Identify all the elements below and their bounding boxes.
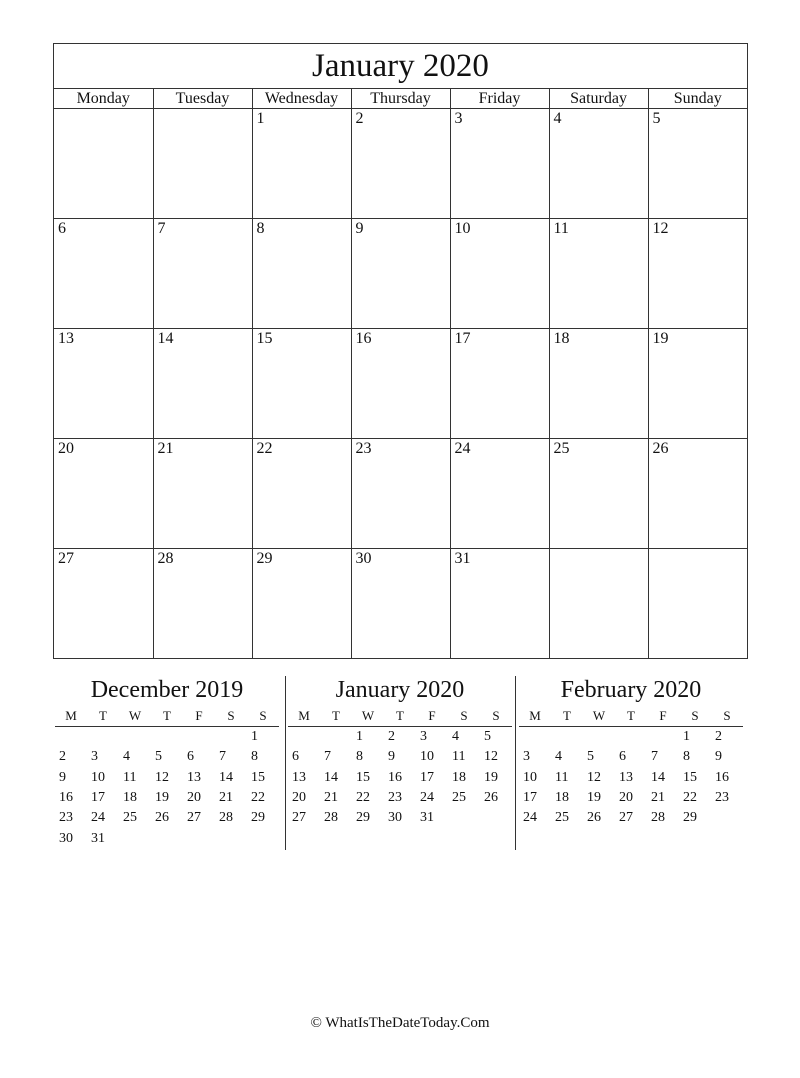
mini-day-number [119, 828, 151, 848]
mini-day-number: 15 [683, 769, 697, 785]
calendar-day-cell [450, 439, 549, 549]
mini-day-number: 27 [187, 810, 201, 826]
mini-day-number [151, 727, 183, 748]
mini-weekday-header: T [551, 706, 583, 727]
mini-weekday-header: M [288, 706, 320, 727]
mini-day-number: 23 [388, 790, 402, 806]
mini-day-number [416, 828, 448, 848]
calendar-day-cell [351, 439, 450, 549]
mini-day-number [615, 727, 647, 748]
mini-day-number: 20 [619, 790, 633, 806]
mini-day-number: 11 [452, 749, 466, 765]
mini-day-number: 30 [59, 830, 73, 846]
mini-day-number: 28 [651, 810, 665, 826]
weekday-header-row [54, 89, 747, 109]
mini-calendar-grid [519, 706, 743, 849]
mini-week-row [288, 788, 512, 808]
mini-weekday-header: F [647, 706, 679, 727]
weekday-header: Friday [450, 89, 549, 109]
mini-day-number: 15 [251, 769, 265, 785]
mini-day-number: 29 [356, 810, 370, 826]
mini-day-number: 13 [292, 769, 306, 785]
calendar-day-cell [648, 439, 747, 549]
day-number [550, 549, 648, 550]
mini-day-number: 5 [484, 729, 491, 745]
calendar-day-cell [549, 219, 648, 329]
mini-day-number: 11 [555, 769, 569, 785]
main-calendar [53, 43, 748, 659]
mini-day-number: 17 [91, 790, 105, 806]
day-number: 29 [256, 550, 273, 567]
mini-weekday-header: W [352, 706, 384, 727]
mini-weekday-header-row [519, 706, 743, 727]
calendar-day-cell [54, 549, 153, 659]
calendar-day-cell [648, 549, 747, 659]
mini-week-row [288, 828, 512, 848]
mini-day-number [519, 828, 551, 848]
mini-calendar-divider [515, 676, 516, 850]
mini-day-number: 22 [683, 790, 697, 806]
mini-week-row [519, 788, 743, 808]
mini-day-number [480, 808, 512, 828]
mini-weekday-header: S [480, 706, 512, 727]
mini-day-number: 31 [420, 810, 434, 826]
mini-day-number [215, 727, 247, 748]
calendar-day-cell [549, 439, 648, 549]
mini-day-number: 18 [123, 790, 137, 806]
mini-weekday-header-row [55, 706, 279, 727]
mini-day-number: 17 [523, 790, 537, 806]
mini-day-number [647, 727, 679, 748]
mini-weekday-header: T [384, 706, 416, 727]
mini-day-number: 10 [523, 769, 537, 785]
mini-day-number: 27 [619, 810, 633, 826]
calendar-day-cell [351, 329, 450, 439]
mini-day-number [711, 808, 743, 828]
calendar-week-row [54, 219, 747, 329]
mini-day-number: 6 [619, 749, 626, 765]
mini-week-row [55, 808, 279, 828]
mini-day-number: 14 [219, 769, 233, 785]
calendar-day-cell [153, 439, 252, 549]
day-number: 1 [256, 110, 265, 127]
main-calendar-grid [54, 89, 747, 658]
mini-day-number: 3 [91, 749, 98, 765]
calendar-day-cell [450, 109, 549, 219]
calendar-day-cell [648, 109, 747, 219]
mini-day-number: 16 [388, 769, 402, 785]
calendar-day-cell [450, 329, 549, 439]
mini-day-number [615, 828, 647, 848]
day-number: 6 [58, 220, 66, 237]
mini-weekday-header: T [615, 706, 647, 727]
mini-day-number [352, 828, 384, 848]
mini-calendar-next-month [519, 674, 743, 849]
mini-day-number: 9 [59, 769, 66, 785]
mini-weekday-header: S [448, 706, 480, 727]
calendar-day-cell [252, 219, 351, 329]
day-number [54, 109, 153, 110]
day-number: 24 [454, 440, 471, 457]
calendar-week-row [54, 109, 747, 219]
mini-day-number [247, 828, 279, 848]
mini-day-number [448, 828, 480, 848]
calendar-day-cell [648, 219, 747, 329]
calendar-day-cell [153, 219, 252, 329]
weekday-header: Saturday [549, 89, 648, 109]
weekday-header: Wednesday [252, 89, 351, 109]
day-number: 9 [355, 220, 364, 237]
mini-day-number: 26 [587, 810, 601, 826]
mini-day-number [551, 828, 583, 848]
day-number: 28 [157, 550, 174, 567]
mini-day-number [679, 828, 711, 848]
mini-day-number: 19 [155, 790, 169, 806]
mini-weekday-header: M [55, 706, 87, 727]
calendar-day-cell [54, 109, 153, 219]
mini-day-number [320, 727, 352, 748]
mini-day-number: 6 [292, 749, 299, 765]
mini-day-number: 7 [219, 749, 226, 765]
mini-day-number [288, 727, 320, 748]
mini-day-number: 25 [452, 790, 466, 806]
mini-week-row [519, 747, 743, 767]
mini-week-row [288, 808, 512, 828]
calendar-day-cell [351, 109, 450, 219]
calendar-day-cell [648, 329, 747, 439]
calendar-day-cell [351, 549, 450, 659]
mini-day-number: 10 [420, 749, 434, 765]
mini-week-row [519, 828, 743, 848]
calendar-day-cell [54, 439, 153, 549]
mini-day-number: 19 [587, 790, 601, 806]
calendar-day-cell [549, 109, 648, 219]
mini-day-number: 16 [715, 769, 729, 785]
mini-day-number: 12 [484, 749, 498, 765]
mini-day-number: 19 [484, 769, 498, 785]
calendar-day-cell [153, 329, 252, 439]
mini-day-number: 23 [715, 790, 729, 806]
day-number: 2 [355, 110, 364, 127]
calendar-day-cell [153, 109, 252, 219]
mini-day-number: 12 [587, 769, 601, 785]
day-number: 30 [355, 550, 372, 567]
mini-calendar-current-month [288, 674, 512, 849]
mini-day-number [55, 727, 87, 748]
calendar-week-row [54, 439, 747, 549]
day-number: 23 [355, 440, 372, 457]
mini-day-number: 7 [651, 749, 658, 765]
mini-weekday-header: S [679, 706, 711, 727]
mini-day-number [183, 828, 215, 848]
calendar-day-cell [54, 219, 153, 329]
mini-weekday-header-row [288, 706, 512, 727]
mini-day-number [320, 828, 352, 848]
day-number: 22 [256, 440, 273, 457]
calendar-day-cell [450, 549, 549, 659]
mini-day-number: 14 [651, 769, 665, 785]
calendar-day-cell [252, 109, 351, 219]
mini-day-number: 26 [484, 790, 498, 806]
mini-day-number: 21 [324, 790, 338, 806]
mini-calendar-title: February 2020 [560, 677, 702, 703]
mini-day-number [583, 828, 615, 848]
mini-week-row [55, 768, 279, 788]
mini-day-number: 6 [187, 749, 194, 765]
day-number: 15 [256, 330, 273, 347]
mini-weekday-header: T [87, 706, 119, 727]
mini-day-number: 25 [123, 810, 137, 826]
mini-day-number [151, 828, 183, 848]
mini-day-number [215, 828, 247, 848]
calendar-day-cell [351, 219, 450, 329]
day-number: 20 [58, 440, 74, 457]
day-number: 19 [652, 330, 669, 347]
calendar-week-row [54, 329, 747, 439]
mini-day-number [711, 828, 743, 848]
day-number [649, 549, 748, 550]
day-number: 10 [454, 220, 471, 237]
calendar-day-cell [450, 219, 549, 329]
copyright-footer: © WhatIsTheDateToday.Com [310, 1015, 490, 1031]
mini-day-number: 3 [523, 749, 530, 765]
calendar-day-cell [252, 329, 351, 439]
mini-day-number: 28 [324, 810, 338, 826]
mini-day-number [519, 727, 551, 748]
mini-weekday-header: W [583, 706, 615, 727]
calendar-day-cell [252, 549, 351, 659]
day-number: 8 [256, 220, 265, 237]
weekday-header: Monday [54, 89, 153, 109]
mini-day-number: 13 [187, 769, 201, 785]
day-number: 11 [553, 220, 569, 237]
mini-day-number: 5 [587, 749, 594, 765]
day-number: 27 [58, 550, 74, 567]
day-number: 17 [454, 330, 471, 347]
day-number: 21 [157, 440, 174, 457]
mini-day-number [480, 828, 512, 848]
mini-day-number: 10 [91, 769, 105, 785]
mini-day-number: 14 [324, 769, 338, 785]
weekday-header: Tuesday [153, 89, 252, 109]
mini-day-number: 5 [155, 749, 162, 765]
mini-day-number: 11 [123, 769, 137, 785]
mini-weekday-header: S [711, 706, 743, 727]
mini-week-row [519, 768, 743, 788]
mini-day-number [583, 727, 615, 748]
mini-weekday-header: S [215, 706, 247, 727]
mini-day-number: 9 [388, 749, 395, 765]
mini-day-number [288, 828, 320, 848]
mini-week-row [519, 808, 743, 828]
calendar-week-row [54, 549, 747, 659]
mini-day-number: 18 [452, 769, 466, 785]
mini-day-number: 23 [59, 810, 73, 826]
mini-day-number: 30 [388, 810, 402, 826]
mini-day-number: 29 [683, 810, 697, 826]
mini-day-number [87, 727, 119, 748]
mini-day-number: 27 [292, 810, 306, 826]
day-number: 13 [58, 330, 74, 347]
mini-week-row [288, 768, 512, 788]
mini-day-number: 17 [420, 769, 434, 785]
day-number: 26 [652, 440, 669, 457]
mini-weekday-header: F [183, 706, 215, 727]
mini-week-row [288, 727, 512, 748]
day-number: 31 [454, 550, 471, 567]
mini-day-number: 12 [155, 769, 169, 785]
mini-day-number [384, 828, 416, 848]
day-number: 4 [553, 110, 562, 127]
mini-day-number: 4 [555, 749, 562, 765]
mini-weekday-header: M [519, 706, 551, 727]
calendar-day-cell [54, 329, 153, 439]
mini-week-row [55, 727, 279, 748]
mini-day-number: 20 [187, 790, 201, 806]
mini-day-number: 7 [324, 749, 331, 765]
mini-day-number: 28 [219, 810, 233, 826]
mini-calendar-title: December 2019 [90, 677, 244, 703]
mini-day-number: 24 [523, 810, 537, 826]
mini-day-number: 13 [619, 769, 633, 785]
mini-calendar-grid [288, 706, 512, 849]
mini-weekday-header: F [416, 706, 448, 727]
mini-week-row [55, 788, 279, 808]
day-number: 14 [157, 330, 174, 347]
mini-day-number: 29 [251, 810, 265, 826]
mini-day-number: 1 [356, 729, 363, 745]
mini-day-number: 3 [420, 729, 427, 745]
mini-day-number: 8 [683, 749, 690, 765]
calendar-day-cell [549, 329, 648, 439]
calendar-day-cell [549, 549, 648, 659]
mini-day-number: 15 [356, 769, 370, 785]
mini-week-row [288, 747, 512, 767]
mini-week-row [519, 727, 743, 748]
mini-day-number: 20 [292, 790, 306, 806]
mini-calendar-previous-month [55, 674, 279, 849]
weekday-header: Thursday [351, 89, 450, 109]
mini-day-number: 16 [59, 790, 73, 806]
calendar-day-cell [153, 549, 252, 659]
main-calendar-title: January 2020 [54, 44, 747, 89]
mini-day-number [119, 727, 151, 748]
mini-day-number: 22 [356, 790, 370, 806]
day-number: 12 [652, 220, 669, 237]
mini-week-row [55, 828, 279, 848]
mini-day-number: 2 [715, 729, 722, 745]
mini-day-number: 31 [91, 830, 105, 846]
day-number [154, 109, 252, 110]
mini-day-number [183, 727, 215, 748]
mini-calendar-title: January 2020 [335, 677, 465, 703]
mini-day-number: 21 [651, 790, 665, 806]
day-number: 25 [553, 440, 570, 457]
mini-day-number: 2 [388, 729, 395, 745]
mini-day-number: 4 [452, 729, 459, 745]
mini-day-number: 4 [123, 749, 130, 765]
day-number: 5 [652, 110, 661, 127]
mini-day-number: 9 [715, 749, 722, 765]
weekday-header: Sunday [648, 89, 747, 109]
mini-calendar-grid [55, 706, 279, 849]
mini-day-number: 24 [420, 790, 434, 806]
mini-week-row [55, 747, 279, 767]
mini-day-number: 2 [59, 749, 66, 765]
mini-day-number: 21 [219, 790, 233, 806]
mini-weekday-header: S [247, 706, 279, 727]
mini-day-number: 26 [155, 810, 169, 826]
mini-day-number [647, 828, 679, 848]
mini-calendar-divider [285, 676, 286, 850]
mini-weekday-header: T [320, 706, 352, 727]
mini-day-number: 8 [356, 749, 363, 765]
day-number: 18 [553, 330, 570, 347]
mini-day-number: 8 [251, 749, 258, 765]
mini-day-number: 22 [251, 790, 265, 806]
calendar-day-cell [252, 439, 351, 549]
mini-day-number: 24 [91, 810, 105, 826]
mini-weekday-header: T [151, 706, 183, 727]
mini-day-number: 1 [251, 729, 258, 745]
mini-day-number: 1 [683, 729, 690, 745]
mini-day-number: 25 [555, 810, 569, 826]
mini-weekday-header: W [119, 706, 151, 727]
mini-day-number [551, 727, 583, 748]
day-number: 7 [157, 220, 166, 237]
mini-day-number [448, 808, 480, 828]
day-number: 16 [355, 330, 372, 347]
mini-day-number: 18 [555, 790, 569, 806]
day-number: 3 [454, 110, 463, 127]
